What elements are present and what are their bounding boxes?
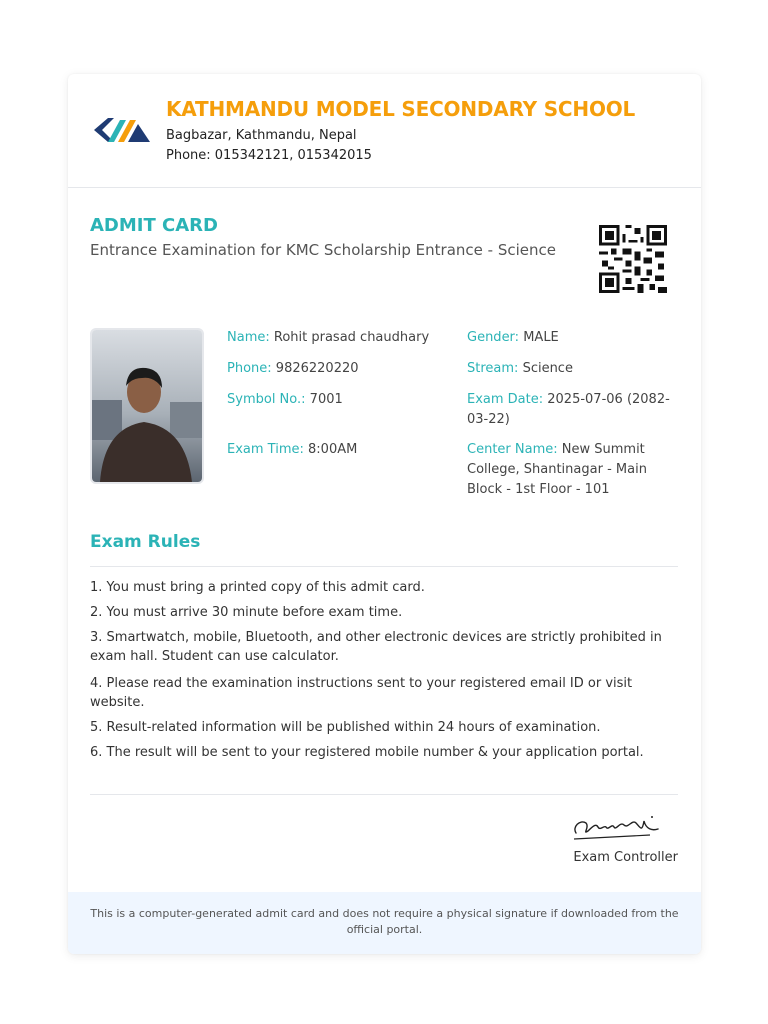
exam-time: Exam Time: 8:00AM [227, 442, 358, 457]
signature-image [570, 809, 662, 845]
rule-item: 3. Smartwatch, mobile, Bluetooth, and other electronic devices are strictly prohibited in exam hall. Student can use calculator. [90, 630, 662, 664]
student-gender: Gender: MALE [467, 330, 559, 345]
student-symbol: Symbol No.: 7001 [227, 392, 343, 407]
divider [90, 566, 678, 567]
student-name: Name: Rohit prasad chaudhary [227, 330, 430, 345]
rule-item: 1. You must bring a printed copy of this admit card. [90, 580, 425, 595]
school-logo-icon [94, 114, 150, 146]
exam-name: Entrance Examination for KMC Scholarship Entrance - Science [90, 241, 556, 259]
divider [90, 794, 678, 795]
rule-item: 2. You must arrive 30 minute before exam time. [90, 605, 403, 620]
exam-date: Exam Date: 2025-07-06 (2082-03-22) [467, 392, 670, 427]
rule-item: 5. Result-related information will be published within 24 hours of examination. [90, 720, 601, 735]
school-phone: Phone: 015342121, 015342015 [166, 148, 372, 163]
qr-code-icon [596, 222, 670, 296]
signature-label: Exam Controller [573, 850, 678, 865]
rule-item: 4. Please read the examination instructions sent to your registered email ID or visit website. [90, 676, 633, 710]
school-address: Bagbazar, Kathmandu, Nepal [166, 128, 357, 143]
rule-item: 6. The result will be sent to your registered mobile number & your application portal. [90, 745, 644, 760]
exam-rules-title: Exam Rules [90, 532, 201, 552]
exam-center: Center Name: New Summit College, Shantinagar - Main Block - 1st Floor - 101 [467, 442, 647, 497]
admit-card [68, 74, 701, 954]
footer-note: This is a computer-generated admit card and does not require a physical signature if downloaded from the official portal. [90, 907, 679, 936]
student-photo [90, 328, 204, 484]
footer [68, 892, 701, 954]
student-stream: Stream: Science [467, 361, 573, 376]
school-header [68, 74, 701, 188]
admit-card-title: ADMIT CARD [90, 215, 218, 236]
school-name: KATHMANDU MODEL SECONDARY SCHOOL [166, 97, 636, 121]
student-phone: Phone: 9826220220 [227, 361, 359, 376]
